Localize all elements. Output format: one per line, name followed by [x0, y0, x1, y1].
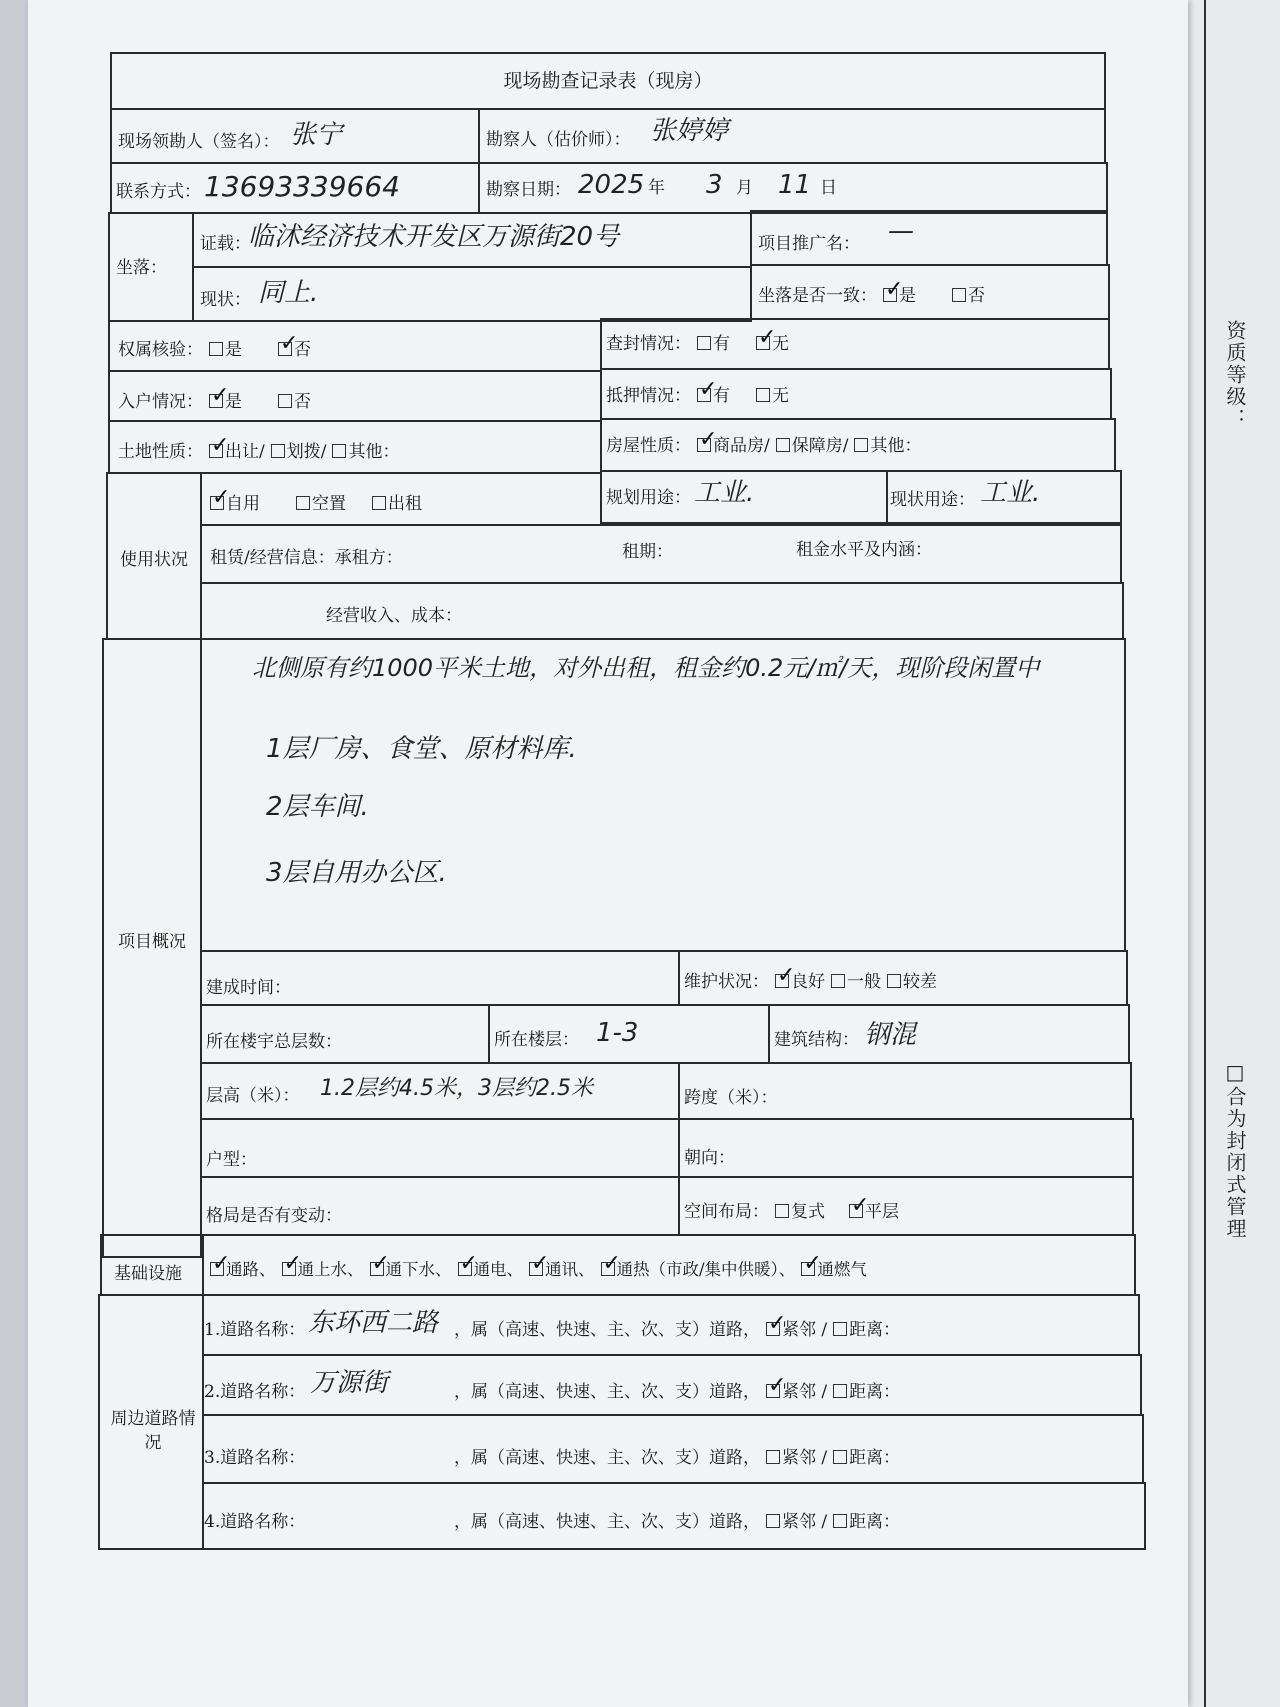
road-2-prefix: 2.道路名称： — [204, 1382, 306, 1402]
promo-label: 项目推广名： — [758, 234, 860, 254]
consistent-label — [758, 286, 985, 306]
height-cell — [200, 1062, 680, 1120]
mortgage-have-checkbox[interactable] — [697, 388, 711, 402]
form-title: 现场勘查记录表（现房） — [503, 70, 713, 92]
road-1-dist-checkbox[interactable] — [833, 1322, 847, 1336]
mortgage-none-text: 无 — [772, 386, 789, 406]
background-page-border — [1204, 0, 1206, 1707]
road-2-adj-text: 紧邻 / — [782, 1382, 828, 1402]
consistent-label-text: 坐落是否一致： — [758, 286, 877, 306]
land-opt-1: 划拨/ — [286, 442, 327, 462]
house-opt-0-checkbox[interactable] — [697, 438, 711, 452]
side-text-management: □合为封闭式管理 — [1223, 1060, 1247, 1240]
entry-label: 入户情况： — [118, 392, 203, 412]
house-opt-0: 商品房/ — [713, 436, 770, 456]
rent-label: 租金水平及内涵： — [796, 540, 932, 560]
space-cell — [678, 1176, 1134, 1236]
date-year[interactable]: 2025 — [578, 170, 645, 200]
leader-cell — [110, 108, 480, 164]
mortgage-cell — [600, 368, 1112, 420]
entry-yes-checkbox[interactable] — [209, 394, 223, 408]
usage-label-cell — [106, 472, 202, 640]
orient-cell — [678, 1118, 1134, 1178]
road-1-adj-text: 紧邻 / — [782, 1320, 828, 1340]
road-3-prefix: 3.道路名称： — [204, 1448, 306, 1468]
land-opt-2-checkbox[interactable] — [332, 444, 346, 458]
house-opt-2-checkbox[interactable] — [854, 438, 868, 452]
infra-opt-2: 通下水、 — [385, 1260, 452, 1279]
floors-total-label: 所在楼宇总层数： — [206, 1032, 342, 1052]
land-cell — [108, 420, 602, 474]
infra-opts-cell — [202, 1234, 1136, 1296]
ownership-yes-text: 是 — [225, 340, 242, 360]
consistent-yes-checkbox[interactable] — [883, 288, 897, 302]
maint-opt-0: 良好 — [791, 972, 825, 992]
road-4-adj-checkbox[interactable] — [766, 1514, 780, 1528]
entry-no-checkbox[interactable] — [278, 394, 292, 408]
overview-line-3[interactable]: 3层自用办公区. — [266, 858, 447, 888]
floor-label: 所在楼层： — [494, 1030, 579, 1050]
entry-no-text: 否 — [294, 392, 311, 412]
usage-opt-0-checkbox[interactable] — [210, 496, 224, 510]
infra-opt-1: 通上水、 — [297, 1260, 364, 1279]
plan-use-label: 规划用途： — [606, 488, 691, 508]
infra-opt-6-checkbox[interactable] — [801, 1262, 815, 1276]
land-opt-0-checkbox[interactable] — [209, 444, 223, 458]
actual-use-cell — [886, 470, 1122, 524]
seal-none-text: 无 — [772, 334, 789, 354]
infra-opt-0: 通路、 — [226, 1260, 276, 1279]
infra-label-cell — [100, 1234, 204, 1296]
ownership-row — [118, 340, 311, 360]
current-label: 现状： — [200, 290, 251, 310]
road-3-grade-text: ，属（高速、快速、主、次、支）道路， — [454, 1448, 760, 1468]
mortgage-row — [606, 386, 789, 406]
infra-label: 基础设施 — [114, 1264, 182, 1284]
road-4-prefix: 4.道路名称： — [204, 1512, 306, 1532]
cert-value[interactable]: 临沭经济技术开发区万源街20号 — [248, 222, 620, 252]
ownership-yes-checkbox[interactable] — [209, 342, 223, 356]
road-row-3 — [202, 1414, 1144, 1484]
usage-opt-1: 空置 — [312, 494, 346, 514]
lease-term-label: 租期： — [622, 542, 673, 562]
layout-change-cell — [200, 1176, 680, 1236]
date-day[interactable]: 11 — [778, 170, 812, 200]
infra-opts-row — [204, 1260, 867, 1280]
surveyor-signature[interactable]: 张婷婷 — [650, 116, 729, 146]
maint-row — [684, 972, 937, 992]
house-cell — [600, 418, 1116, 472]
plan-use-value[interactable]: 工业. — [694, 478, 755, 508]
overview-line-1[interactable]: 1层厂房、食堂、原材料库. — [266, 734, 577, 764]
infra-opt-5-checkbox[interactable] — [601, 1262, 615, 1276]
usage-opt-1-checkbox[interactable] — [296, 496, 310, 510]
date-month[interactable]: 3 — [706, 170, 723, 200]
income-label: 经营收入、成本： — [326, 606, 462, 626]
cert-cell — [192, 212, 752, 268]
road-row-1 — [202, 1294, 1140, 1356]
land-row — [118, 442, 399, 462]
usage-opts-row — [204, 494, 422, 514]
actual-use-value[interactable]: 工业. — [980, 478, 1041, 508]
overview-label-cell — [102, 638, 202, 1258]
seal-cell — [600, 318, 1110, 370]
height-label: 层高（米）： — [206, 1086, 300, 1106]
income-cell — [200, 582, 1124, 640]
house-row — [606, 436, 921, 456]
road-1-grade — [454, 1320, 900, 1340]
leader-label: 现场领勘人（签名）： — [118, 132, 280, 152]
built-cell — [200, 950, 680, 1006]
infra-opt-4-checkbox[interactable] — [529, 1262, 543, 1276]
road-2-name[interactable]: 万源街 — [310, 1368, 389, 1398]
usage-opt-2-checkbox[interactable] — [372, 496, 386, 510]
maint-opt-2: 较差 — [903, 972, 937, 992]
surveyor-cell — [478, 108, 1106, 164]
seal-none-checkbox[interactable] — [756, 336, 770, 350]
road-4-grade-text: ，属（高速、快速、主、次、支）道路， — [454, 1512, 760, 1532]
lease-cell — [200, 524, 1122, 584]
house-opt-1-checkbox[interactable] — [776, 438, 790, 452]
road-2-adj-checkbox[interactable] — [766, 1384, 780, 1398]
infra-opt-5: 通热（市政/集中供暖）、 — [616, 1260, 796, 1279]
roads-label-cell — [98, 1294, 204, 1550]
infra-opt-4: 通讯、 — [545, 1260, 595, 1279]
structure-label: 建筑结构： — [774, 1030, 859, 1050]
floor-value[interactable]: 1-3 — [596, 1018, 639, 1048]
overview-line-2[interactable]: 2层车间. — [266, 792, 369, 822]
road-row-2 — [202, 1354, 1142, 1416]
location-label: 坐落： — [116, 258, 167, 278]
space-row — [684, 1202, 899, 1222]
unit-label: 户型： — [206, 1150, 257, 1170]
overview-content-cell — [200, 638, 1126, 952]
seal-have-checkbox[interactable] — [697, 336, 711, 350]
seal-row — [606, 334, 789, 354]
road-1-dist-text: 距离： — [849, 1320, 901, 1340]
overview-line-0[interactable]: 北侧原有约1000平米土地，对外出租，租金约0.2元/㎡/天，现阶段闲置中 — [252, 654, 1040, 682]
mortgage-none-checkbox[interactable] — [756, 388, 770, 402]
infra-opt-3: 通电、 — [473, 1260, 523, 1279]
built-label: 建成时间： — [206, 978, 291, 998]
unit-cell — [200, 1118, 680, 1178]
date-cell — [478, 162, 1108, 214]
road-1-prefix: 1.道路名称： — [204, 1320, 306, 1340]
cert-label: 证载： — [200, 234, 251, 254]
promo-value[interactable]: — — [888, 216, 914, 246]
current-cell — [192, 266, 752, 322]
space-label: 空间布局： — [684, 1202, 769, 1222]
usage-opts-cell — [200, 472, 602, 526]
road-2-grade-text: ，属（高速、快速、主、次、支）道路， — [454, 1382, 760, 1402]
infra-opt-0-checkbox[interactable] — [210, 1262, 224, 1276]
space-opt-1-checkbox[interactable] — [849, 1204, 863, 1218]
lease-label: 租赁/经营信息：承租方： — [210, 548, 403, 568]
seal-label: 查封情况： — [606, 334, 691, 354]
span-cell — [678, 1062, 1132, 1120]
land-label: 土地性质： — [118, 442, 203, 462]
land-opt-2: 其他： — [348, 442, 400, 462]
road-4-dist-checkbox[interactable] — [833, 1514, 847, 1528]
space-opt-0: 复式 — [791, 1202, 825, 1222]
height-value[interactable]: 1.2层约4.5米，3层约2.5米 — [320, 1076, 593, 1101]
background-page — [1185, 0, 1280, 1707]
entry-cell — [108, 370, 602, 422]
survey-form-sheet — [28, 0, 1188, 1707]
location-label-cell — [108, 212, 194, 322]
date-year-word: 年 — [648, 178, 665, 198]
leader-signature[interactable]: 张宁 — [290, 120, 343, 150]
house-label: 房屋性质： — [606, 436, 691, 456]
overview-label: 项目概况 — [118, 932, 186, 952]
mortgage-have-text: 有 — [713, 386, 730, 406]
date-month-word: 月 — [736, 178, 753, 198]
consistent-cell — [750, 264, 1110, 320]
road-2-dist-checkbox[interactable] — [833, 1384, 847, 1398]
house-opt-2: 其他： — [870, 436, 922, 456]
current-value[interactable]: 同上. — [258, 278, 319, 308]
road-4-dist-text: 距离： — [849, 1512, 901, 1532]
floors-total-cell — [200, 1004, 490, 1064]
maint-opt-1: 一般 — [847, 972, 881, 992]
maint-label: 维护状况： — [684, 972, 769, 992]
road-row-4 — [202, 1482, 1146, 1550]
seal-have-text: 有 — [713, 334, 730, 354]
date-day-word: 日 — [820, 178, 837, 198]
road-1-name[interactable]: 东环西二路 — [308, 1308, 439, 1338]
road-1-grade-text: ，属（高速、快速、主、次、支）道路， — [454, 1320, 760, 1340]
usage-opt-0: 自用 — [226, 494, 260, 514]
land-opt-0: 出让/ — [225, 442, 265, 462]
space-opt-0-checkbox[interactable] — [775, 1204, 789, 1218]
road-4-adj-text: 紧邻 / — [782, 1512, 828, 1532]
structure-cell — [768, 1004, 1130, 1064]
ownership-no-checkbox[interactable] — [278, 342, 292, 356]
infra-opt-1-checkbox[interactable] — [282, 1262, 296, 1276]
roads-label: 周边道路情况 — [110, 1409, 196, 1453]
road-2-grade — [454, 1382, 900, 1402]
space-opt-1: 平层 — [865, 1202, 899, 1222]
usage-opt-2: 出租 — [388, 494, 422, 514]
plan-use-cell — [600, 470, 888, 524]
road-4-grade — [454, 1512, 900, 1532]
mortgage-label: 抵押情况： — [606, 386, 691, 406]
ownership-label: 权属核验： — [118, 340, 203, 360]
maint-opt-1-checkbox[interactable] — [831, 974, 845, 988]
maint-opt-0-checkbox[interactable] — [775, 974, 789, 988]
road-3-grade — [454, 1448, 900, 1468]
layout-change-label: 格局是否有变动： — [206, 1206, 342, 1226]
surveyor-label: 勘察人（估价师）： — [486, 130, 631, 150]
consistent-no-text: 否 — [968, 286, 985, 306]
structure-value[interactable]: 钢混 — [864, 1020, 917, 1050]
road-3-adj-text: 紧邻 / — [782, 1448, 828, 1468]
consistent-yes-text: 是 — [899, 286, 916, 306]
house-opt-1: 保障房/ — [791, 436, 849, 456]
contact-value[interactable]: 13693339664 — [204, 170, 400, 203]
entry-row — [118, 392, 311, 412]
maint-opt-2-checkbox[interactable] — [887, 974, 901, 988]
road-3-dist-text: 距离： — [849, 1448, 901, 1468]
road-3-adj-checkbox[interactable] — [766, 1450, 780, 1464]
orient-label: 朝向： — [684, 1148, 735, 1168]
ownership-cell — [108, 320, 602, 372]
date-label: 勘察日期： — [486, 180, 571, 200]
promo-cell — [750, 210, 1108, 266]
side-text-qualification: 资质等级： — [1223, 320, 1247, 430]
actual-use-label: 现状用途： — [890, 490, 975, 510]
floor-cell — [488, 1004, 770, 1064]
road-1-adj-checkbox[interactable] — [766, 1322, 780, 1336]
infra-opt-2-checkbox[interactable] — [370, 1262, 384, 1276]
land-opt-1-checkbox[interactable] — [271, 444, 285, 458]
road-3-dist-checkbox[interactable] — [833, 1450, 847, 1464]
road-2-dist-text: 距离： — [849, 1382, 901, 1402]
usage-label: 使用状况 — [120, 550, 188, 570]
consistent-no-checkbox[interactable] — [952, 288, 966, 302]
infra-opt-3-checkbox[interactable] — [458, 1262, 472, 1276]
contact-cell — [110, 162, 480, 214]
contact-label: 联系方式： — [116, 182, 201, 202]
span-label: 跨度（米）： — [684, 1088, 778, 1108]
entry-yes-text: 是 — [225, 392, 242, 412]
title-cell — [110, 52, 1106, 110]
infra-opt-6: 通燃气 — [817, 1260, 867, 1279]
ownership-no-text: 否 — [294, 340, 311, 360]
maint-cell — [678, 950, 1128, 1006]
